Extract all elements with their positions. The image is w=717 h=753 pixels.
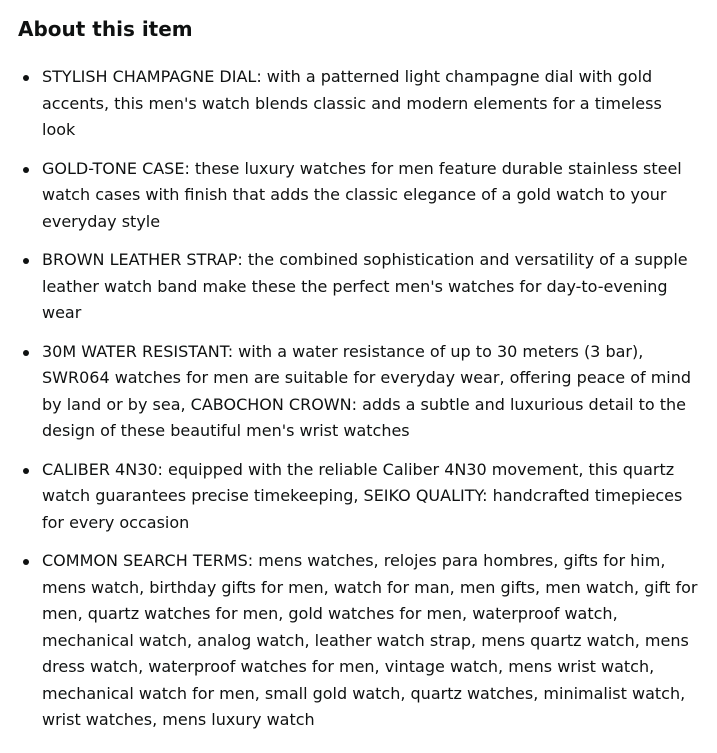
feature-bullet-strap: BROWN LEATHER STRAP: the combined sophistication and versatility of a supple leather watch band make these the perfect men's watches for day-to-evening wear — [18, 247, 699, 327]
feature-bullet-water-resistance: 30M WATER RESISTANT: with a water resistance of up to 30 meters (3 bar), SWR064 watches for men are suitable for everyday wear, offering peace of mind by land or by sea, CABOCHON CROWN: adds a subtle and luxurious detail to the design of these beautiful men's wrist watches — [18, 339, 699, 445]
feature-bullet-search-terms: COMMON SEARCH TERMS: mens watches, relojes para hombres, gifts for him, mens watch, birthday gifts for men, watch for man, men gifts, men watch, gift for men, quartz watches for men, gold watches for men, waterproof watch, mechanical watch, analog watch, leather watch strap, mens quartz watch, mens dress watch, waterproof watches for men, vintage watch, mens wrist watch, mechanical watch for men, small gold watch, quartz watches, minimalist watch, wrist watches, mens luxury watch — [18, 548, 699, 734]
section-heading: About this item — [18, 17, 193, 41]
feature-bullet-caliber: CALIBER 4N30: equipped with the reliable Caliber 4N30 movement, this quartz watch guarantees precise timekeeping, SEIKO QUALITY: handcrafted timepieces for every occasion — [18, 457, 699, 537]
feature-bullet-list — [18, 64, 699, 734]
feature-bullet-case: GOLD-TONE CASE: these luxury watches for men feature durable stainless steel watch cases with finish that adds the classic elegance of a gold watch to your everyday style — [18, 156, 699, 236]
feature-bullet-dial: STYLISH CHAMPAGNE DIAL: with a patterned light champagne dial with gold accents, this men's watch blends classic and modern elements for a timeless look — [18, 64, 699, 144]
